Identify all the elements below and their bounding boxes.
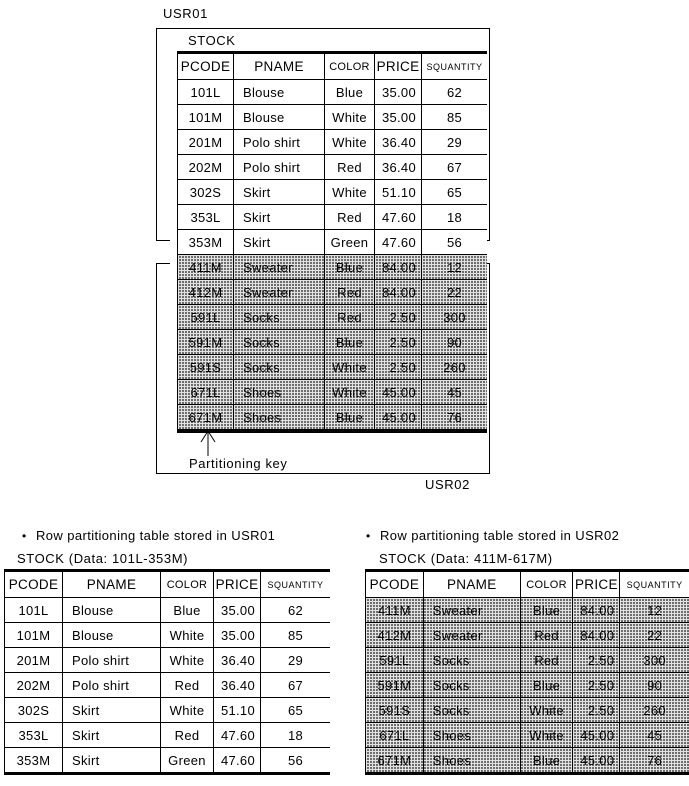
table-cell: 353L xyxy=(178,205,234,230)
table-cell: Red xyxy=(325,205,375,230)
table-cell: 29 xyxy=(261,648,331,673)
table-cell: 51.10 xyxy=(214,698,261,723)
table-cell: 45.00 xyxy=(375,380,422,405)
table-cell: 84.00 xyxy=(573,598,620,623)
table-cell: 101L xyxy=(178,80,234,105)
column-header: SQUANTITY xyxy=(422,53,488,80)
column-header: PRICE xyxy=(573,571,620,598)
table-cell: 35.00 xyxy=(214,623,261,648)
table-cell: 412M xyxy=(178,280,234,305)
table-cell: 591S xyxy=(178,355,234,380)
table-cell: Skirt xyxy=(234,230,325,255)
table-cell: Shoes xyxy=(234,380,325,405)
table-cell: 45.00 xyxy=(573,723,620,748)
stock-table-title: STOCK xyxy=(188,33,236,48)
table-cell: 45 xyxy=(620,723,689,748)
table-cell: 85 xyxy=(422,105,488,130)
table-cell: 353M xyxy=(5,748,63,774)
table-cell: Blue xyxy=(325,80,375,105)
table-cell: 47.60 xyxy=(375,230,422,255)
table-cell: 412M xyxy=(366,623,424,648)
table-cell: Shoes xyxy=(234,405,325,432)
table-cell: Red xyxy=(161,723,214,748)
table-cell: Shoes xyxy=(423,723,520,748)
usr02-label: USR02 xyxy=(425,477,470,492)
stock-usr01-table xyxy=(4,569,330,775)
table-cell: 85 xyxy=(261,623,331,648)
table-cell: 67 xyxy=(422,155,488,180)
table-cell: 201M xyxy=(178,130,234,155)
table-cell: 353M xyxy=(178,230,234,255)
table-cell: Skirt xyxy=(63,748,161,774)
stock-table xyxy=(177,51,487,433)
table-cell: Red xyxy=(520,623,573,648)
table-cell: 591S xyxy=(366,698,424,723)
table-cell: 67 xyxy=(261,673,331,698)
table-cell: Blue xyxy=(520,673,573,698)
table-cell: 84.00 xyxy=(375,280,422,305)
table-cell: 260 xyxy=(422,355,488,380)
partitioning-key-label: Partitioning key xyxy=(189,456,288,471)
table-cell: 35.00 xyxy=(214,598,261,623)
table-cell: Skirt xyxy=(63,723,161,748)
table-cell: Socks xyxy=(234,330,325,355)
table-row xyxy=(366,723,689,748)
row-group-usr01 xyxy=(5,598,331,774)
bullet-icon: • xyxy=(22,529,27,543)
table-cell: 84.00 xyxy=(573,623,620,648)
stock-usr01-caption: STOCK (Data: 101L-353M) xyxy=(17,551,189,566)
table-cell: 47.60 xyxy=(375,205,422,230)
table-row xyxy=(5,623,331,648)
table-row xyxy=(366,748,689,774)
table-cell: Skirt xyxy=(234,205,325,230)
table-cell: Green xyxy=(325,230,375,255)
table-cell: 2.50 xyxy=(573,698,620,723)
table-cell: 22 xyxy=(620,623,689,648)
header-row xyxy=(5,571,331,598)
column-header: PNAME xyxy=(63,571,161,598)
column-header: SQUANTITY xyxy=(261,571,331,598)
stock-usr02-caption: STOCK (Data: 411M-617M) xyxy=(379,551,553,566)
stock-usr02-table xyxy=(365,569,689,775)
table-cell: 302S xyxy=(5,698,63,723)
table-row xyxy=(178,380,488,405)
table-cell: White xyxy=(325,355,375,380)
bullet-item-usr01 xyxy=(22,528,275,543)
table-row xyxy=(5,648,331,673)
table-cell: Red xyxy=(161,673,214,698)
table-cell: 35.00 xyxy=(375,80,422,105)
row-group-usr01 xyxy=(178,80,488,255)
table-cell: 29 xyxy=(422,130,488,155)
table-cell: 12 xyxy=(620,598,689,623)
table-row xyxy=(5,698,331,723)
table-cell: 101L xyxy=(5,598,63,623)
table-cell: Sweater xyxy=(234,255,325,280)
table-cell: 411M xyxy=(366,598,424,623)
column-header: COLOR xyxy=(161,571,214,598)
table-cell: Red xyxy=(325,280,375,305)
table-cell: 2.50 xyxy=(375,305,422,330)
table-cell: White xyxy=(325,105,375,130)
table-cell: 411M xyxy=(178,255,234,280)
table-cell: 302S xyxy=(178,180,234,205)
bullet-text: Row partitioning table stored in USR02 xyxy=(380,528,620,543)
table-row xyxy=(178,105,488,130)
table-row xyxy=(178,405,488,432)
table-row xyxy=(178,330,488,355)
table-cell: 18 xyxy=(422,205,488,230)
table-cell: 591L xyxy=(366,648,424,673)
table-cell: 56 xyxy=(422,230,488,255)
column-header: PCODE xyxy=(5,571,63,598)
table-row xyxy=(366,623,689,648)
table-cell: Socks xyxy=(234,355,325,380)
table-cell: 47.60 xyxy=(214,748,261,774)
table-cell: Blue xyxy=(520,598,573,623)
table-cell: Blue xyxy=(161,598,214,623)
table-cell: 591M xyxy=(366,673,424,698)
table-cell: 353L xyxy=(5,723,63,748)
table-cell: Red xyxy=(520,648,573,673)
column-header: PCODE xyxy=(366,571,424,598)
partitioning-key-arrow-icon xyxy=(195,429,221,457)
table-row xyxy=(178,355,488,380)
bullet-text: Row partitioning table stored in USR01 xyxy=(36,528,276,543)
row-group-usr02 xyxy=(178,255,488,432)
table-cell: 62 xyxy=(261,598,331,623)
table-cell: 36.40 xyxy=(214,648,261,673)
table-cell: White xyxy=(325,130,375,155)
table-cell: White xyxy=(161,648,214,673)
table-cell: Shoes xyxy=(423,748,520,774)
table-cell: 12 xyxy=(422,255,488,280)
table-cell: 260 xyxy=(620,698,689,723)
table-cell: 202M xyxy=(5,673,63,698)
table-cell: 76 xyxy=(620,748,689,774)
table-row xyxy=(178,80,488,105)
table-cell: Blue xyxy=(520,748,573,774)
table-cell: 45.00 xyxy=(573,748,620,774)
table-cell: 671M xyxy=(178,405,234,432)
column-header: PNAME xyxy=(234,53,325,80)
table-cell: 51.10 xyxy=(375,180,422,205)
table-cell: Sweater xyxy=(423,623,520,648)
table-row xyxy=(178,155,488,180)
column-header: PRICE xyxy=(214,571,261,598)
table-cell: Sweater xyxy=(423,598,520,623)
table-cell: 35.00 xyxy=(375,105,422,130)
table-cell: 90 xyxy=(620,673,689,698)
table-cell: 18 xyxy=(261,723,331,748)
table-row xyxy=(178,230,488,255)
table-cell: 201M xyxy=(5,648,63,673)
table-cell: Socks xyxy=(423,673,520,698)
column-header: PRICE xyxy=(375,53,422,80)
table-cell: 36.40 xyxy=(375,130,422,155)
table-row xyxy=(5,723,331,748)
table-cell: Polo shirt xyxy=(234,155,325,180)
table-row xyxy=(178,180,488,205)
usr01-bracket-tick-left xyxy=(157,240,170,241)
table-cell: White xyxy=(161,623,214,648)
usr01-label: USR01 xyxy=(163,6,208,21)
table-row xyxy=(178,255,488,280)
table-row xyxy=(178,130,488,155)
table-cell: 202M xyxy=(178,155,234,180)
column-header: COLOR xyxy=(325,53,375,80)
table-cell: White xyxy=(161,698,214,723)
usr02-bracket-tick-left xyxy=(157,263,170,264)
table-row xyxy=(178,280,488,305)
table-row xyxy=(366,698,689,723)
table-cell: 76 xyxy=(422,405,488,432)
table-row xyxy=(366,673,689,698)
table-cell: 591L xyxy=(178,305,234,330)
table-cell: White xyxy=(325,180,375,205)
table-cell: Blue xyxy=(325,255,375,280)
table-cell: Polo shirt xyxy=(63,648,161,673)
bullet-item-usr02 xyxy=(366,528,619,543)
table-row xyxy=(178,205,488,230)
table-cell: 45 xyxy=(422,380,488,405)
table-cell: 671L xyxy=(178,380,234,405)
table-cell: 2.50 xyxy=(573,673,620,698)
table-cell: 101M xyxy=(5,623,63,648)
column-header: PNAME xyxy=(423,571,520,598)
table-cell: Polo shirt xyxy=(234,130,325,155)
table-cell: 56 xyxy=(261,748,331,774)
table-cell: Blue xyxy=(325,330,375,355)
table-cell: Blouse xyxy=(63,623,161,648)
table-row xyxy=(5,748,331,774)
table-row xyxy=(366,648,689,673)
table-cell: 2.50 xyxy=(573,648,620,673)
table-row xyxy=(366,598,689,623)
column-header: SQUANTITY xyxy=(620,571,689,598)
header-row xyxy=(366,571,689,598)
table-cell: 22 xyxy=(422,280,488,305)
table-cell: Green xyxy=(161,748,214,774)
table-row xyxy=(5,673,331,698)
table-cell: Polo shirt xyxy=(63,673,161,698)
table-cell: 2.50 xyxy=(375,355,422,380)
table-cell: Red xyxy=(325,155,375,180)
column-header: PCODE xyxy=(178,53,234,80)
table-cell: 90 xyxy=(422,330,488,355)
table-row xyxy=(178,305,488,330)
row-group-usr02 xyxy=(366,598,689,774)
table-cell: Red xyxy=(325,305,375,330)
header-row xyxy=(178,53,488,80)
table-cell: 65 xyxy=(261,698,331,723)
table-cell: Socks xyxy=(423,698,520,723)
table-cell: Skirt xyxy=(63,698,161,723)
table-row xyxy=(5,598,331,623)
column-header: COLOR xyxy=(520,571,573,598)
table-cell: White xyxy=(520,698,573,723)
table-cell: Skirt xyxy=(234,180,325,205)
table-cell: Socks xyxy=(234,305,325,330)
table-cell: 2.50 xyxy=(375,330,422,355)
table-cell: Blue xyxy=(325,405,375,432)
table-cell: 84.00 xyxy=(375,255,422,280)
table-cell: 45.00 xyxy=(375,405,422,432)
table-cell: Blouse xyxy=(234,80,325,105)
table-cell: 65 xyxy=(422,180,488,205)
table-cell: White xyxy=(325,380,375,405)
table-cell: White xyxy=(520,723,573,748)
table-cell: Socks xyxy=(423,648,520,673)
table-cell: Sweater xyxy=(234,280,325,305)
table-cell: 300 xyxy=(620,648,689,673)
table-cell: 671L xyxy=(366,723,424,748)
table-cell: 47.60 xyxy=(214,723,261,748)
table-cell: Blouse xyxy=(234,105,325,130)
table-cell: 62 xyxy=(422,80,488,105)
table-cell: 36.40 xyxy=(214,673,261,698)
table-cell: 591M xyxy=(178,330,234,355)
table-cell: 300 xyxy=(422,305,488,330)
table-cell: 101M xyxy=(178,105,234,130)
table-cell: Blouse xyxy=(63,598,161,623)
bullet-icon: • xyxy=(366,529,371,543)
table-cell: 36.40 xyxy=(375,155,422,180)
table-cell: 671M xyxy=(366,748,424,774)
